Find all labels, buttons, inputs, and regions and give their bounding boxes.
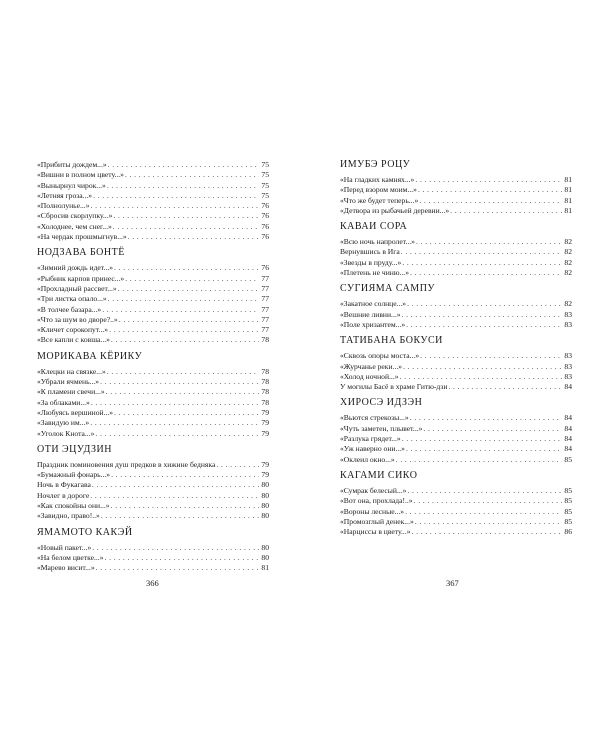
entry-title: «К пламени свечи...»: [37, 387, 105, 397]
entry-title: «Холоднее, чем снег...»: [37, 221, 112, 231]
entry-page-number: 84: [564, 382, 572, 392]
entry-page-number: 79: [261, 470, 269, 480]
toc-entry: [37, 232, 269, 242]
dot-leader: [125, 170, 259, 180]
entry-page-number: 80: [261, 511, 269, 521]
dot-leader: [407, 299, 562, 309]
dot-leader: [101, 511, 259, 521]
entry-page-number: 83: [564, 351, 572, 361]
entry-title: «Нарциссы в цвету...»: [340, 527, 411, 537]
dot-leader: [114, 408, 259, 418]
dot-leader: [403, 362, 562, 372]
dot-leader: [100, 377, 259, 387]
toc-entry: [37, 263, 269, 273]
entry-page-number: 83: [564, 361, 572, 371]
entry-title: «Детвора из рыбачьей деревни...»: [340, 205, 450, 215]
dot-leader: [106, 387, 259, 397]
dot-leader: [402, 258, 562, 268]
entry-page-number: 78: [261, 335, 269, 345]
entry-title: «Завидую им...»: [37, 418, 90, 428]
toc-entry: [37, 543, 269, 553]
entry-title: «Любуясь вершиной...»: [37, 407, 114, 417]
dot-leader: [111, 501, 259, 511]
entry-title: «Летняя гроза...»: [37, 190, 93, 200]
dot-leader: [113, 222, 259, 232]
toc-section: [340, 283, 572, 330]
author-heading: ХИРОСЭ ИДЗЭН: [340, 397, 423, 409]
dot-leader: [410, 413, 562, 423]
dot-leader: [415, 517, 562, 527]
toc-section: [340, 335, 572, 392]
dot-leader: [450, 206, 562, 216]
dot-leader: [108, 294, 259, 304]
toc-entry: [37, 284, 269, 294]
entry-title: «Что за шум во дворе?..»: [37, 314, 118, 324]
dot-leader: [416, 237, 562, 247]
entry-title: «Всю ночь напролет...»: [340, 237, 415, 247]
right-page: [340, 154, 572, 537]
entry-page-number: 80: [261, 552, 269, 562]
dot-leader: [418, 185, 562, 195]
toc-entry: [37, 201, 269, 211]
entry-title: «Оклеил окно...»: [340, 454, 395, 464]
entry-title: «Прохладный рассвет...»: [37, 283, 117, 293]
dot-leader: [93, 191, 259, 201]
dot-leader: [128, 232, 259, 242]
toc-entry: [37, 315, 269, 325]
entry-page-number: 84: [564, 444, 572, 454]
toc-entry: [340, 237, 572, 247]
entry-page-number: 85: [564, 506, 572, 516]
toc-entry: [340, 413, 572, 423]
dot-leader: [448, 382, 562, 392]
dot-leader: [90, 418, 259, 428]
entry-title: «На чердак прошмыгнув...»: [37, 232, 127, 242]
author-heading: ИМУБЭ РОЦУ: [340, 159, 411, 170]
entry-page-number: 79: [261, 407, 269, 417]
toc-entry: [340, 372, 572, 382]
toc-entry: [37, 377, 269, 387]
dot-leader: [118, 284, 259, 294]
entry-title: «Уголок Кнота...»: [37, 428, 95, 438]
entry-page-number: 83: [564, 319, 572, 329]
entry-page-number: 85: [564, 485, 572, 495]
toc-section: [37, 247, 269, 345]
entry-title: «На белом цветке...»: [37, 552, 104, 562]
entry-page-number: 85: [564, 454, 572, 464]
dot-leader: [105, 553, 260, 563]
toc-entry: [37, 387, 269, 397]
toc-section: [340, 159, 572, 216]
entry-title: «Три листка опало...»: [37, 294, 107, 304]
toc-entry: [37, 408, 269, 418]
entry-page-number: 79: [261, 428, 269, 438]
entry-title: «Завидно, право!..»: [37, 511, 100, 521]
toc-entry: [37, 460, 269, 470]
dot-leader: [107, 367, 259, 377]
entry-page-number: 81: [564, 185, 572, 195]
entry-page-number: 85: [564, 516, 572, 526]
entry-title: «Звезды в пруду...»: [340, 257, 402, 267]
dot-leader: [410, 268, 562, 278]
toc-section: [37, 351, 269, 439]
entry-page-number: 80: [261, 501, 269, 511]
entry-page-number: 79: [261, 459, 269, 469]
author-heading: МОРИКАВА КЁРИКУ: [37, 350, 143, 362]
toc-entry: [37, 398, 269, 408]
author-heading: НОДЗАВА БОНТЁ: [37, 247, 125, 259]
entry-page-number: 77: [261, 294, 269, 304]
entry-title: «Журчанье реки...»: [340, 361, 403, 371]
entry-title: «За облаками...»: [37, 397, 90, 407]
toc-entry: [37, 480, 269, 490]
toc-entry: [37, 274, 269, 284]
toc-entry: [37, 211, 269, 221]
entry-title: «Как спокойны они...»: [37, 501, 110, 511]
dot-leader: [92, 543, 259, 553]
entry-page-number: 84: [564, 423, 572, 433]
toc-entry: [37, 501, 269, 511]
toc-entry: [340, 310, 572, 320]
toc-entry: [340, 247, 572, 257]
entry-title: «Зимний дождь идет...»: [37, 263, 114, 273]
dot-leader: [420, 351, 562, 361]
toc-entry: [37, 418, 269, 428]
toc-entry: [37, 491, 269, 501]
dot-leader: [400, 372, 562, 382]
dot-leader: [401, 247, 562, 257]
toc-entry: [37, 294, 269, 304]
dot-leader: [402, 310, 562, 320]
entry-page-number: 80: [261, 542, 269, 552]
toc-entry: [37, 367, 269, 377]
toc-entry: [37, 305, 269, 315]
entry-page-number: 80: [261, 490, 269, 500]
page-number-left: 366: [146, 578, 159, 588]
left-page: [37, 160, 269, 574]
author-heading: СУГИЯМА САМПУ: [340, 283, 435, 295]
dot-leader: [91, 201, 259, 211]
toc-entry: [340, 196, 572, 206]
entry-title: «На гладких камнях...»: [340, 175, 415, 184]
entry-page-number: 75: [261, 160, 269, 169]
dot-leader: [95, 429, 259, 439]
entry-title: «Плетень не чиню...»: [340, 268, 410, 278]
entry-page-number: 76: [261, 201, 269, 211]
entry-page-number: 80: [261, 480, 269, 490]
toc-entry: [340, 175, 572, 185]
dot-leader: [407, 486, 562, 496]
entry-title: «Бумажный фонарь...»: [37, 470, 111, 480]
dot-leader: [90, 491, 259, 501]
toc-entry: [37, 563, 269, 573]
entry-page-number: 81: [564, 175, 572, 184]
toc-entry: [340, 185, 572, 195]
entry-page-number: 77: [261, 273, 269, 283]
toc-entry: [340, 268, 572, 278]
entry-title: «Прибиты дождем...»: [37, 160, 107, 169]
entry-page-number: 83: [564, 371, 572, 381]
entry-title: «В толчее базара...»: [37, 304, 102, 314]
entry-page-number: 76: [261, 263, 269, 273]
entry-page-number: 78: [261, 397, 269, 407]
entry-page-number: 78: [261, 387, 269, 397]
entry-title: «Вьются стрекозы...»: [340, 413, 409, 423]
entry-title: Ночлег в дороге: [37, 490, 90, 500]
toc-entry: [340, 382, 572, 392]
toc-entry: [340, 299, 572, 309]
dot-leader: [406, 320, 562, 330]
entry-page-number: 76: [261, 211, 269, 221]
toc-entry: [37, 222, 269, 232]
entry-title: «Кличет сорокопут...»: [37, 325, 109, 335]
author-heading: ЯМАМОТО КАКЭЙ: [37, 526, 133, 538]
dot-leader: [396, 455, 562, 465]
dot-leader: [405, 507, 562, 517]
toc-entry: [37, 170, 269, 180]
toc-entry: [37, 160, 269, 170]
entry-page-number: 77: [261, 283, 269, 293]
entry-title: «Что же будет теперь...»: [340, 195, 419, 205]
dot-leader: [109, 325, 259, 335]
dot-leader: [414, 496, 562, 506]
toc-entry: [340, 496, 572, 506]
entry-page-number: 77: [261, 314, 269, 324]
entry-title: «Чуть заметен, плывет...»: [340, 423, 423, 433]
entry-title: «Все капли с ковша...»: [37, 335, 110, 345]
entry-title: «Холод ночной...»: [340, 371, 399, 381]
toc-entry: [340, 444, 572, 454]
entry-title: «Вороны лесные...»: [340, 506, 405, 516]
toc-entry: [37, 553, 269, 563]
dot-leader: [96, 563, 259, 573]
dot-leader: [114, 263, 259, 273]
author-heading: КАГАМИ СИКО: [340, 469, 418, 481]
entry-title: Вернувшись в Ига: [340, 247, 400, 257]
entry-title: «Сбросив скорлупку...»: [37, 211, 113, 221]
toc-section: [37, 527, 269, 574]
toc-entry: [340, 517, 572, 527]
dot-leader: [415, 175, 562, 185]
dot-leader: [113, 211, 259, 221]
toc-entry: [37, 511, 269, 521]
toc-section: [340, 470, 572, 537]
entry-page-number: 76: [261, 221, 269, 231]
toc-entry: [340, 320, 572, 330]
author-heading: ТАТИБАНА БОКУСИ: [340, 335, 443, 347]
entry-page-number: 75: [261, 180, 269, 190]
entry-page-number: 82: [564, 268, 572, 278]
toc-entry: [37, 181, 269, 191]
dot-leader: [216, 460, 259, 470]
page-number-right: 367: [446, 578, 459, 588]
entry-title: «Рыбник карпов принес...»: [37, 273, 125, 283]
entry-page-number: 75: [261, 190, 269, 200]
entry-title: «Закатное солнце...»: [340, 299, 407, 309]
toc-entry: [340, 206, 572, 216]
entry-title: «Уж наверно они...»: [340, 444, 405, 454]
toc-entry: [37, 429, 269, 439]
toc-entry: [340, 527, 572, 537]
entry-page-number: 77: [261, 325, 269, 335]
entry-title: «Клецки на связке...»: [37, 366, 106, 376]
toc-entry: [340, 258, 572, 268]
toc-entry: [37, 191, 269, 201]
toc-entry: [340, 351, 572, 361]
entry-page-number: 84: [564, 413, 572, 423]
dot-leader: [111, 470, 259, 480]
entry-page-number: 81: [564, 205, 572, 215]
dot-leader: [412, 527, 562, 537]
entry-page-number: 82: [564, 257, 572, 267]
entry-page-number: 81: [261, 563, 269, 573]
entry-title: «Новый пакет...»: [37, 542, 92, 552]
entry-title: «Марево висит...»: [37, 563, 95, 573]
dot-leader: [406, 444, 562, 454]
toc-entry: [37, 325, 269, 335]
entry-title: «Убрали ячмень...»: [37, 377, 100, 387]
dot-leader: [402, 434, 562, 444]
entry-page-number: 78: [261, 377, 269, 387]
entry-title: «Сквозь опоры моста...»: [340, 351, 420, 361]
entry-page-number: 79: [261, 418, 269, 428]
entry-title: «Вынырнул чирок...»: [37, 180, 106, 190]
dot-leader: [125, 274, 259, 284]
entry-page-number: 85: [564, 496, 572, 506]
entry-title: «Поле хризантем...»: [340, 319, 406, 329]
dot-leader: [111, 335, 259, 345]
toc-entry: [340, 507, 572, 517]
entry-page-number: 78: [261, 366, 269, 376]
entry-page-number: 86: [564, 527, 572, 537]
dot-leader: [91, 398, 259, 408]
entry-page-number: 77: [261, 304, 269, 314]
entry-title: «Вот она, прохлада!..»: [340, 496, 413, 506]
entry-page-number: 82: [564, 247, 572, 257]
entry-title: У могилы Басё в храме Гитю-дзи: [340, 382, 448, 392]
entry-page-number: 82: [564, 237, 572, 247]
dot-leader: [108, 160, 259, 170]
entry-page-number: 82: [564, 299, 572, 309]
dot-leader: [119, 315, 259, 325]
entry-page-number: 83: [564, 309, 572, 319]
toc-entry: [340, 424, 572, 434]
toc-entry: [37, 335, 269, 345]
toc-entry: [340, 486, 572, 496]
dot-leader: [92, 480, 259, 490]
entry-title: «Перед взором моим...»: [340, 185, 417, 195]
toc-section: [340, 221, 572, 278]
entry-title: «Сумрак белесый...»: [340, 485, 407, 495]
entry-title: Ночь в Фукагава: [37, 480, 91, 490]
author-heading: КАВАИ СОРА: [340, 221, 408, 233]
dot-leader: [102, 305, 259, 315]
entry-title: «Полнолунье...»: [37, 201, 90, 211]
entry-page-number: 81: [564, 195, 572, 205]
toc-section: [340, 397, 572, 464]
author-heading: ОТИ ЭЦУДЗИН: [37, 443, 112, 455]
entry-page-number: 75: [261, 170, 269, 180]
dot-leader: [419, 196, 562, 206]
toc-entry: [340, 434, 572, 444]
toc-section: [37, 444, 269, 522]
toc-entry: [340, 455, 572, 465]
entry-title: Праздник поминовения душ предков в хижине бедняка: [37, 459, 216, 469]
entry-page-number: 84: [564, 434, 572, 444]
entry-page-number: 76: [261, 232, 269, 242]
dot-leader: [423, 424, 562, 434]
entry-title: «Вешние ливни...»: [340, 309, 401, 319]
entry-title: «Промозглый денек...»: [340, 516, 414, 526]
entry-title: «Разлука грядет...»: [340, 434, 401, 444]
toc-entry: [340, 362, 572, 372]
dot-leader: [107, 181, 259, 191]
toc-entry: [37, 470, 269, 480]
toc-section: [37, 160, 269, 242]
entry-title: «Вишни в полном цвету...»: [37, 170, 124, 180]
